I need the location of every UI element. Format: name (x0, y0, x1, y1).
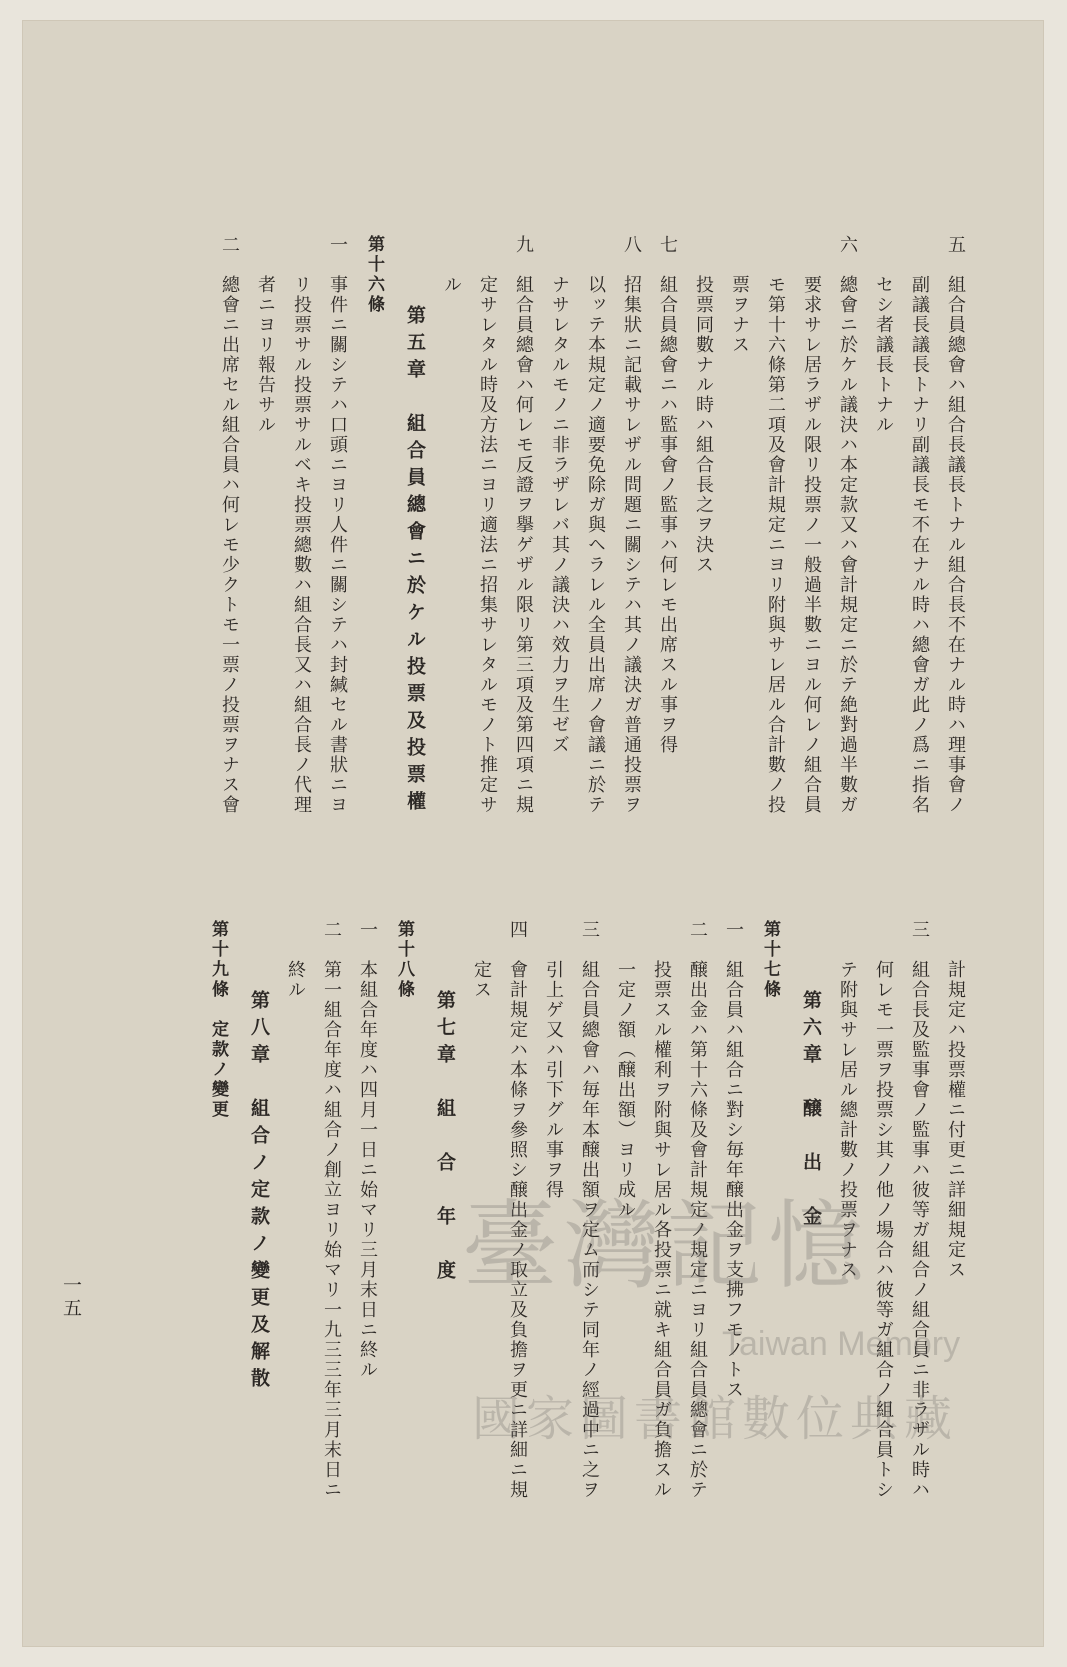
article-heading: 第十六條 (364, 235, 384, 315)
text-column: 三 組合員總會ハ毎年本醸出額ヲ定ム而シテ同年ノ經過中ニ之ヲ (579, 920, 600, 1500)
article-heading: 第十九條 定款ノ變更 (208, 920, 228, 1120)
article-heading: 第十八條 (394, 920, 414, 1000)
text-column: ナサレタルモノニ非ラザレバ其ノ議決ハ效力ヲ生ゼズ (549, 235, 570, 755)
text-column: 一 事件ニ關シテハ口頭ニヨリ人件ニ關シテハ封緘セル書狀ニヨ (327, 235, 348, 815)
text-column: 要求サレ居ラザル限リ投票ノ一般過半數ニヨル何レノ組合員 (801, 235, 822, 815)
lower-text-block (102, 920, 964, 1520)
text-column: 計規定ハ投票權ニ付更ニ詳細規定ス (945, 920, 966, 1280)
chapter-heading: 第七章 組 合 年 度 (434, 990, 456, 1287)
text-column: 九 組合員總會ハ何レモ反證ヲ擧ゲザル限リ第三項及第四項ニ規 (513, 235, 534, 815)
text-column: セシ者議長トナル (873, 235, 894, 435)
text-column: 一定ノ額（醸出額）ヨリ成ル (615, 920, 636, 1220)
text-column: ル (441, 235, 462, 295)
text-column: 六 總會ニ於ケル議決ハ本定款又ハ會計規定ニ於テ絶對過半數ガ (837, 235, 858, 815)
text-column: リ投票サル投票サルベキ投票總數ハ組合長又ハ組合長ノ代理 (291, 235, 312, 815)
text-column: 投票スル權利ヲ附與サレ居ル各投票ニ就キ組合員ガ負擔スル (651, 920, 672, 1500)
text-column: 以ッテ本規定ノ適要免除ガ與ヘラレル全員出席ノ會議ニ於テ (585, 235, 606, 815)
text-column: 一 本組合年度ハ四月一日ニ始マリ三月末日ニ終ル (357, 920, 378, 1380)
watermark-library: 國家圖書館數位典藏 (472, 1391, 959, 1447)
text-column: 一 組合員ハ組合ニ對シ毎年醸出金ヲ支拂フモノトス (723, 920, 744, 1400)
text-column: 何レモ一票ヲ投票シ其ノ他ノ場合ハ彼等ガ組合ノ組合員トシ (873, 920, 894, 1500)
text-column: 定サレタル時及方法ニヨリ適法ニ招集サレタルモノト推定サ (477, 235, 498, 815)
text-column: 八 招集狀ニ記載サレザル問題ニ關シテハ其ノ議決ガ普通投票ヲ (621, 235, 642, 815)
text-column: 四 會計規定ハ本條ヲ參照シ醸出金ノ取立及負擔ヲ更ニ詳細ニ規 (507, 920, 528, 1500)
text-column: 二 總會ニ出席セル組合員ハ何レモ少クトモ一票ノ投票ヲナス會 (219, 235, 240, 815)
text-column: 終ル (285, 920, 306, 1000)
text-column: 五 組合員總會ハ組合長議長トナル組合長不在ナル時ハ理事會ノ (945, 235, 966, 815)
chapter-heading: 第五章 組合員總會ニ於ケル投票及投票權 (404, 305, 426, 818)
chapter-heading: 第八章 組合ノ定款ノ變更及解散 (248, 990, 270, 1395)
text-column: 副議長議長トナリ副議長モ不在ナル時ハ總會ガ此ノ爲ニ指名 (909, 235, 930, 815)
document-page (22, 20, 1044, 1647)
upper-text-block (102, 235, 964, 895)
text-column: 投票同數ナル時ハ組合長之ヲ決ス (693, 235, 714, 575)
text-column: 七 組合員總會ニハ監事會ノ監事ハ何レモ出席スル事ヲ得 (657, 235, 678, 755)
text-column: 三 組合長及監事會ノ監事ハ彼等ガ組合ノ組合員ニ非ラザル時ハ (909, 920, 930, 1500)
text-column: 票ヲナス (729, 235, 750, 355)
watermark-english: Taiwan Memory (722, 1325, 961, 1363)
text-column: 二 醸出金ハ第十六條及會計規定ノ規定ニヨリ組合員總會ニ於テ (687, 920, 708, 1500)
text-column: 引上ゲ又ハ引下グル事ヲ得 (543, 920, 564, 1200)
text-column: 二 第一組合年度ハ組合ノ創立ヨリ始マリ一九三三年三月末日ニ (321, 920, 342, 1500)
watermark-title: 臺灣記憶 (462, 1190, 870, 1302)
article-heading: 第十七條 (760, 920, 780, 1000)
text-column: モ第十六條第二項及會計規定ニヨリ附與サレ居ル合計數ノ投 (765, 235, 786, 815)
text-column: テ附與サレ居ル總計數ノ投票ヲナス (837, 920, 858, 1280)
text-column: 者ニヨリ報告サル (255, 235, 276, 435)
chapter-heading: 第六章 醸 出 金 (800, 990, 822, 1233)
text-column: 定ス (471, 920, 492, 1000)
page-number: 一五 (60, 1275, 82, 1321)
